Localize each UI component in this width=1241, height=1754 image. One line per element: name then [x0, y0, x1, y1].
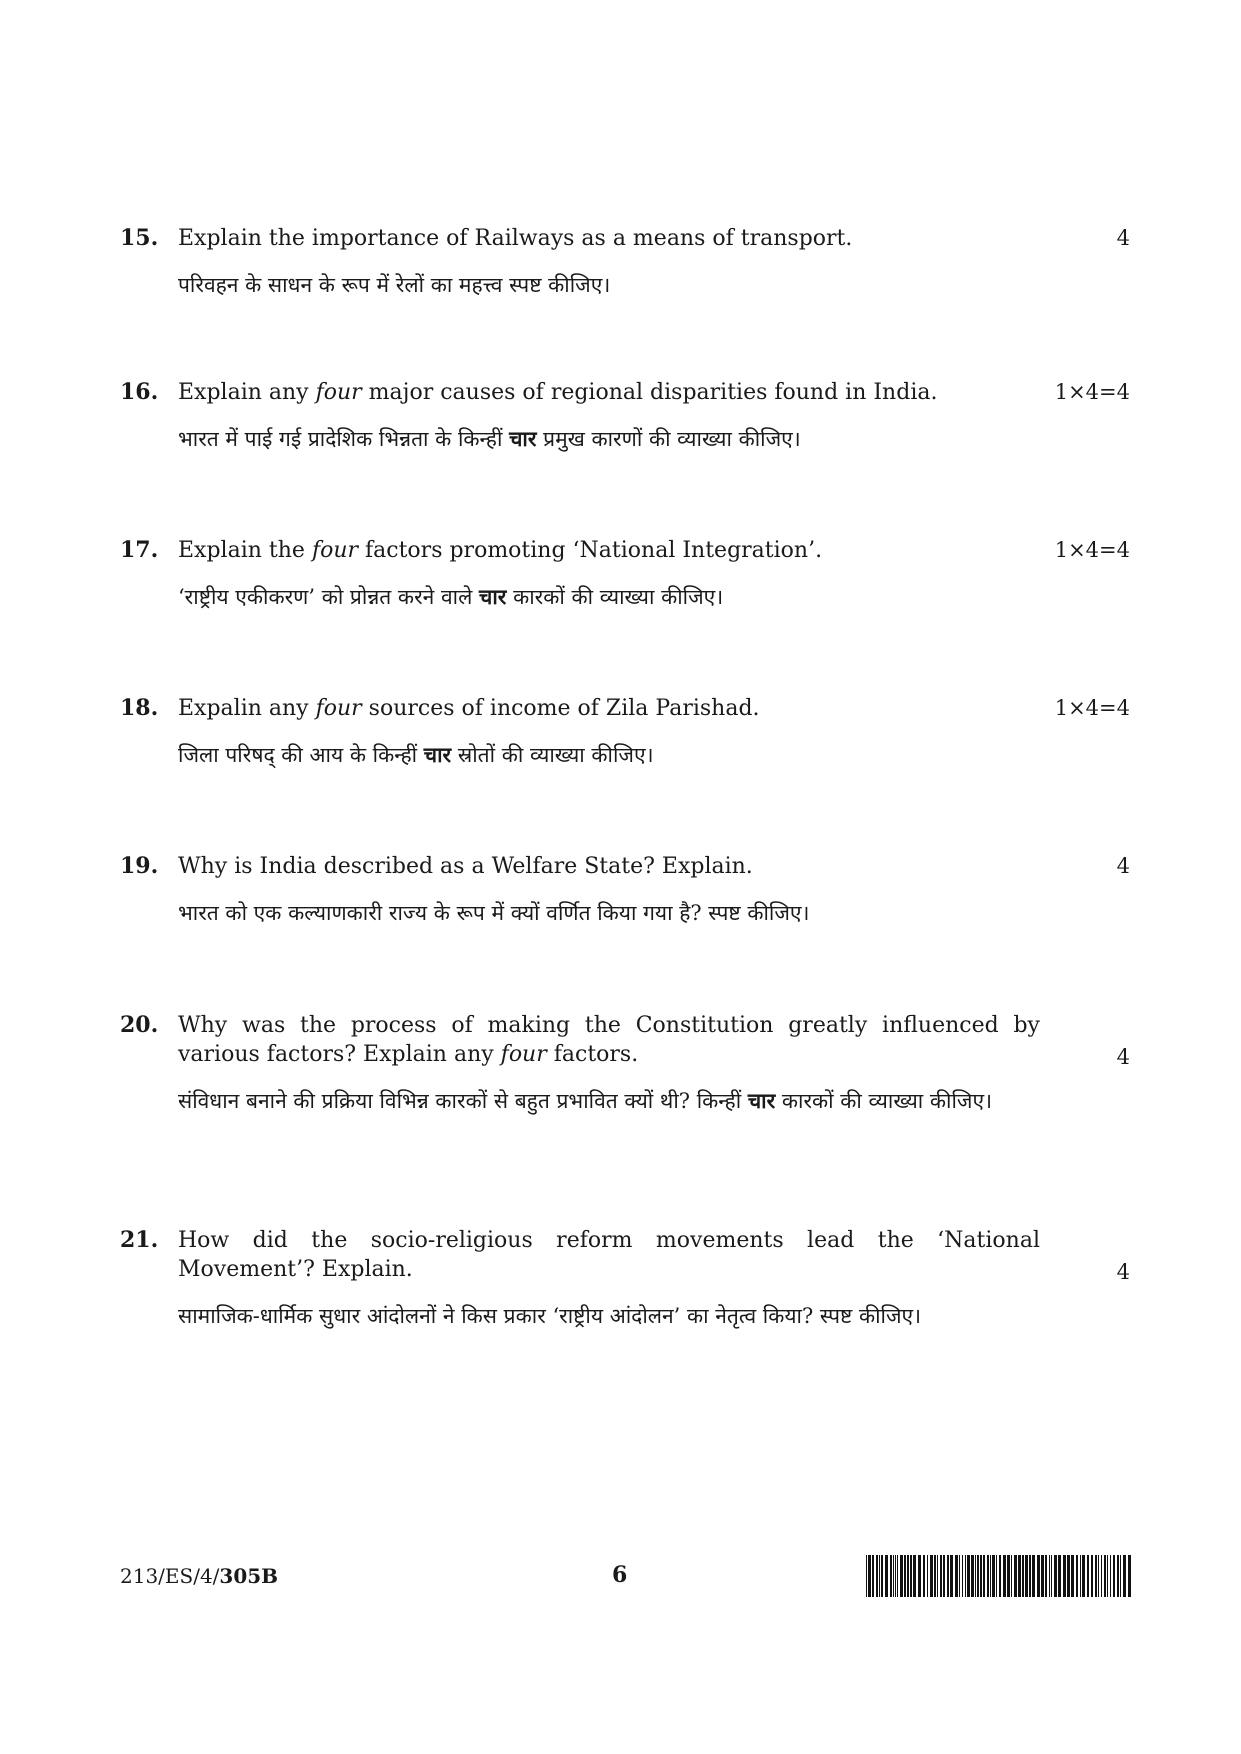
emphasis-char: चार: [479, 584, 507, 609]
emphasis-four: four: [311, 538, 359, 563]
question-20: [120, 1011, 1130, 1119]
question-number: 15.: [120, 225, 159, 251]
question-text-hindi: ‘राष्ट्रीय एकीकरण’ को प्रोन्नत करने वाले चार कारकों की व्याख्या कीजिए।: [178, 584, 724, 609]
question-number: 16.: [120, 379, 159, 405]
question-text-english: Why is India described as a Welfare State? Explain.: [178, 854, 753, 879]
question-number: 20.: [120, 1012, 159, 1038]
page-number: 6: [612, 1562, 628, 1588]
question-text-hindi: संविधान बनाने की प्रक्रिया विभिन्न कारकों से बहुत प्रभावित क्यों थी? किन्हीं चार कारकों की व्याख्या कीजिए।: [178, 1088, 993, 1113]
question-text-hindi: सामाजिक-धार्मिक सुधार आंदोलनों ने किस प्रकार ‘राष्ट्रीय आंदोलन’ का नेतृत्व किया? स्पष्ट कीजिए।: [178, 1304, 922, 1328]
emphasis-char: चार: [509, 426, 537, 451]
barcode-icon: [866, 1555, 1131, 1597]
question-number: 19.: [120, 853, 159, 879]
question-16: [120, 378, 1130, 457]
question-number: 18.: [120, 695, 159, 721]
question-number: 17.: [120, 537, 159, 563]
question-text-english: Explain the four factors promoting ‘National Integration’.: [178, 538, 823, 563]
question-text-hindi: भारत को एक कल्याणकारी राज्य के रूप में क्यों वर्णित किया गया है? स्पष्ट कीजिए।: [178, 901, 810, 925]
question-marks: 1×4=4: [1054, 696, 1130, 720]
emphasis-char: चार: [747, 1088, 776, 1113]
question-number: 21.: [120, 1227, 159, 1253]
question-marks: 4: [1116, 226, 1130, 250]
emphasis-four: four: [315, 380, 362, 405]
question-21: [120, 1226, 1130, 1334]
question-18: [120, 694, 1130, 773]
question-marks: 4: [1116, 854, 1130, 878]
question-text-english: Explain the importance of Railways as a means of transport.: [178, 226, 853, 251]
question-marks: 1×4=4: [1054, 538, 1130, 562]
question-15: [120, 224, 1130, 303]
question-19: [120, 852, 1130, 931]
question-17: [120, 536, 1130, 615]
emphasis-four: four: [500, 1042, 547, 1067]
question-text-english: Why was the process of making the Constitution greatly influenced by various factors? Explain any four factors.: [178, 1013, 1040, 1067]
question-marks: 4: [1116, 1260, 1130, 1284]
question-text-english: How did the socio-religious reform movements lead the ‘National Movement’? Explain.: [178, 1228, 1040, 1282]
question-text-hindi: जिला परिषद् की आय के किन्हीं चार स्रोतों की व्याख्या कीजिए।: [178, 742, 654, 767]
question-marks: 4: [1116, 1045, 1130, 1069]
question-text-hindi: भारत में पाई गई प्रादेशिक भिन्नता के किन्हीं चार प्रमुख कारणों की व्याख्या कीजिए।: [178, 426, 801, 451]
question-text-hindi: परिवहन के साधन के रूप में रेलों का महत्त्व स्पष्ट कीजिए।: [178, 273, 611, 297]
question-marks: 1×4=4: [1054, 380, 1130, 404]
emphasis-four: four: [315, 696, 362, 721]
paper-code: 213/ES/4/305B: [120, 1564, 279, 1588]
emphasis-char: चार: [423, 742, 452, 767]
question-text-english: Expalin any four sources of income of Zila Parishad.: [178, 696, 760, 721]
question-text-english: Explain any four major causes of regional disparities found in India.: [178, 380, 938, 405]
